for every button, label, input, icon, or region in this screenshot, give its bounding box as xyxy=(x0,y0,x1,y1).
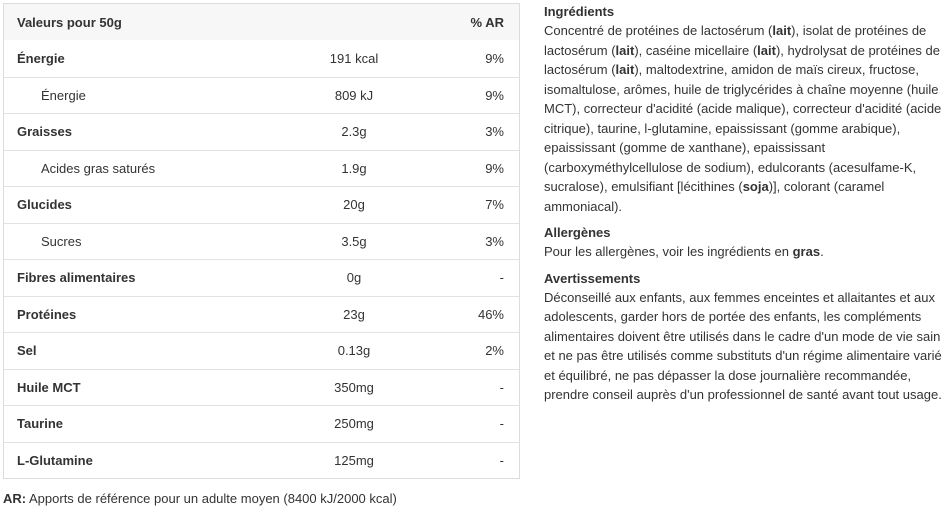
nutrient-name: Sucres xyxy=(41,233,82,249)
nutrient-value: 23g xyxy=(343,306,365,322)
nutrient-value: 1.9g xyxy=(341,160,367,176)
footnote-label: AR: xyxy=(3,491,27,506)
nutrient-name: Huile MCT xyxy=(17,379,81,395)
nutrient-pct: 7% xyxy=(485,197,504,213)
allergen-highlight: gras xyxy=(792,244,821,259)
table-row xyxy=(4,150,519,187)
nutrient-pct: 46% xyxy=(477,306,504,322)
nutrient-pct: 3% xyxy=(485,124,504,140)
nutrition-table-body xyxy=(4,40,519,478)
warnings-title: Avertissements xyxy=(544,270,641,286)
nutrient-value: 250mg xyxy=(334,416,374,432)
allergen-highlight: lait xyxy=(615,62,635,77)
nutrition-table xyxy=(3,3,520,479)
text-segment: )], colorant (caramel ammoniacal). xyxy=(544,179,885,214)
allergens-text xyxy=(544,242,946,262)
nutrient-name: Glucides xyxy=(17,197,72,213)
header-name: Valeurs pour 50g xyxy=(17,14,122,30)
nutrient-pct: 9% xyxy=(485,50,504,66)
footnote-text: Apports de référence pour un adulte moyen (8400 kJ/2000 kcal) xyxy=(26,491,397,506)
nutrient-pct: - xyxy=(499,379,504,395)
text-segment: Concentré de protéines de lactosérum ( xyxy=(544,23,773,38)
nutrient-name: L-Glutamine xyxy=(17,452,93,468)
allergen-highlight: soja xyxy=(742,179,769,194)
header-pct: % AR xyxy=(470,14,504,30)
nutrient-name: Graisses xyxy=(17,124,72,140)
allergens-title: Allergènes xyxy=(544,225,611,240)
table-row xyxy=(4,40,519,77)
ingredients-text xyxy=(544,21,946,216)
text-segment: ), maltodextrine, amidon de maïs cireux, fructose, isomaltulose, arômes, huile de triglycérides à chaîne moyenne (huile MCT), correcteur d'acidité (acide malique), correcteur d'acidité (acide citrique), taurine, l-glutamine, epaississant (gomme arabique), epaississant (gomme de xanthane), epaississant (carboxyméthylcellulose de sodium), edulcorants (acesulfame-K, sucralose), emulsifiant [lécithines ( xyxy=(544,62,942,194)
table-row xyxy=(4,259,519,296)
nutrient-name: Protéines xyxy=(17,306,77,322)
table-row xyxy=(4,442,519,479)
table-row xyxy=(4,405,519,442)
ingredients-title: Ingrédients xyxy=(544,4,615,19)
nutrient-name: Énergie xyxy=(17,50,65,66)
text-segment: ), caséine micellaire ( xyxy=(634,42,758,58)
nutrient-value: 125mg xyxy=(334,452,374,468)
nutrient-name: Acides gras saturés xyxy=(41,160,156,176)
nutrient-pct: 3% xyxy=(485,233,504,249)
nutrient-value: 350mg xyxy=(334,379,374,395)
text-segment: Pour les allergènes, voir les ingrédients en xyxy=(544,244,793,259)
nutrient-pct: 9% xyxy=(485,160,504,176)
nutrient-name: Sel xyxy=(17,343,37,359)
table-row xyxy=(4,113,519,150)
table-row xyxy=(4,369,519,406)
nutrient-value: 2.3g xyxy=(341,124,367,140)
allergen-highlight: lait xyxy=(615,42,635,58)
nutrient-value: 809 kJ xyxy=(334,87,374,103)
nutrient-pct: 2% xyxy=(485,343,504,359)
nutrition-table-header xyxy=(4,4,519,40)
nutrient-value: 0.13g xyxy=(337,343,371,359)
nutrient-name: Taurine xyxy=(17,416,63,432)
table-row xyxy=(4,296,519,333)
nutrient-pct: - xyxy=(499,416,504,432)
nutrient-name: Énergie xyxy=(41,87,86,103)
warnings-text: Déconseillé aux enfants, aux femmes enceintes et allaitantes et aux adolescents, garder hors de portée des enfants, les compléments alimentaires doivent être utilisés dans le cadre d'un mode de vie sain et ne pas être utilisés comme substituts d'un régime alimentaire varié et équilibré, ne pas dépasser la dose journalière recommandée, prendre conseil auprès d'un professionnel de santé avant tout usage. xyxy=(544,289,942,402)
nutrient-value: 20g xyxy=(343,197,365,213)
text-segment: ), hydrolysat de protéines de lactosérum ( xyxy=(544,42,940,77)
reference-footnote xyxy=(3,491,397,506)
table-row xyxy=(4,332,519,369)
nutrient-value: 191 kcal xyxy=(329,50,379,66)
table-row xyxy=(4,186,519,223)
nutrient-value: 3.5g xyxy=(341,233,367,249)
nutrient-pct: - xyxy=(499,270,504,286)
nutrient-name: Fibres alimentaires xyxy=(17,270,136,286)
nutrient-pct: 9% xyxy=(485,87,504,103)
allergen-highlight: lait xyxy=(757,42,776,58)
allergen-highlight: lait xyxy=(772,23,792,38)
table-row xyxy=(4,223,519,260)
nutrient-pct: - xyxy=(499,452,504,468)
table-row xyxy=(4,77,519,114)
text-segment: ), isolat de protéines de lactosérum ( xyxy=(544,23,927,58)
text-segment: . xyxy=(820,244,824,259)
nutrient-value: 0g xyxy=(346,270,362,286)
product-info xyxy=(544,3,946,413)
